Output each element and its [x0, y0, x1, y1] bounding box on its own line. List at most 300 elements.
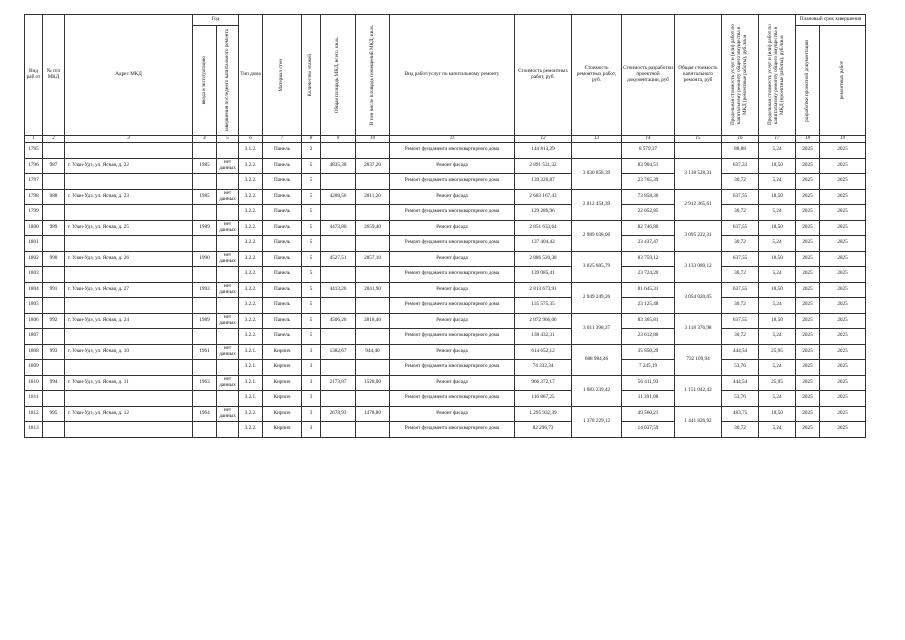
area-total-cell	[321, 174, 356, 190]
cost-design-cell: 83 759,12	[622, 251, 675, 267]
limit-repair-cell: 53,76	[722, 360, 759, 376]
floors-cell: 5	[302, 174, 321, 190]
area-living-cell: 944,40	[356, 344, 390, 360]
house-type-cell: 3.2.2.	[239, 158, 263, 174]
limit-repair-cell: 444,54	[722, 344, 759, 360]
year-repair-cell	[217, 360, 239, 376]
cost-works-cell: 3 025 605,79	[572, 251, 622, 282]
address-cell: г. Улан-Удэ, ул. Ясная, д. 23	[65, 189, 193, 205]
limit-design-cell: 18,50	[759, 158, 796, 174]
year-repair-cell	[217, 143, 239, 159]
limit-design-cell: 18,50	[759, 251, 796, 267]
area-living-cell	[356, 174, 390, 190]
work-type-cell: Ремонт фундамента многоквартирного дома	[390, 329, 515, 345]
house-type-cell: 3.2.1.	[239, 375, 263, 391]
work-number-cell: 1810	[25, 375, 43, 391]
msd-number-cell	[43, 267, 65, 283]
table-row	[25, 158, 866, 174]
col-number: 3	[65, 136, 193, 143]
year-repair-cell	[217, 267, 239, 283]
floors-cell: 5	[302, 298, 321, 314]
header-cost-works: Стоимость ремонтных работ, руб.	[572, 15, 622, 136]
cost-repair-cell: 614 652,12	[515, 344, 572, 360]
cost-works-cell: 2 989 038,06	[572, 220, 622, 251]
address-cell	[65, 143, 193, 159]
year-built-cell: 1961	[193, 344, 217, 360]
table-row	[25, 375, 866, 391]
cost-works-cell: 688 984,46	[572, 344, 622, 375]
year-repair-cell	[217, 422, 239, 438]
deadline-design-cell: 2025	[796, 267, 820, 283]
col-number: 18	[796, 136, 820, 143]
msd-number-cell	[43, 298, 65, 314]
cost-total-cell: 1 151 042,43	[675, 375, 722, 406]
limit-repair-cell: 637,55	[722, 220, 759, 236]
year-repair-cell: нет данных	[217, 375, 239, 391]
deadline-design-cell: 2025	[796, 143, 820, 159]
address-cell: г. Улан-Удэ, ул. Ясная, д. 26	[65, 251, 193, 267]
year-repair-cell: нет данных	[217, 282, 239, 298]
floors-cell: 5	[302, 189, 321, 205]
limit-design-cell: 18,50	[759, 220, 796, 236]
area-total-cell: 4527,51	[321, 251, 356, 267]
floors-cell: 5	[302, 251, 321, 267]
cost-total-cell: 3 118 376,98	[675, 313, 722, 344]
year-built-cell: 1963	[193, 375, 217, 391]
cost-repair-cell: 137 404,42	[515, 236, 572, 252]
area-living-cell	[356, 422, 390, 438]
work-number-cell: 1811	[25, 391, 43, 407]
floors-cell: 3	[302, 422, 321, 438]
limit-repair-cell: 637,55	[722, 189, 759, 205]
deadline-design-cell: 2025	[796, 251, 820, 267]
col-number: 12	[515, 136, 572, 143]
floors-cell: 3	[302, 360, 321, 376]
area-living-cell: 1478,80	[356, 406, 390, 422]
floors-cell: 5	[302, 158, 321, 174]
area-total-cell	[321, 143, 356, 159]
floors-cell: 5	[302, 236, 321, 252]
work-number-cell: 1809	[25, 360, 43, 376]
address-cell	[65, 422, 193, 438]
header-area-total-text: Общая площадь МКД, всего, кв.м.	[334, 36, 341, 114]
wall-material-cell: Панель	[263, 143, 302, 159]
area-living-cell: 2857,10	[356, 251, 390, 267]
work-type-cell: Ремонт фундамента многоквартирного дома	[390, 267, 515, 283]
limit-design-cell: 5,24	[759, 205, 796, 221]
limit-repair-cell: 637,55	[722, 282, 759, 298]
header-work-num: Вид раб от	[25, 15, 43, 136]
msd-number-cell	[43, 143, 65, 159]
header-deadline-design	[796, 26, 820, 136]
table-row	[25, 298, 866, 314]
cost-repair-cell: 129 286,96	[515, 205, 572, 221]
year-built-cell	[193, 298, 217, 314]
area-total-cell: 4506,26	[321, 313, 356, 329]
work-number-cell: 1801	[25, 236, 43, 252]
work-number-cell: 1807	[25, 329, 43, 345]
cost-design-cell: 23 437,47	[622, 236, 675, 252]
floors-cell: 5	[302, 282, 321, 298]
col-number: 17	[759, 136, 796, 143]
work-type-cell: Ремонт фасада	[390, 406, 515, 422]
house-type-cell: 3.2.1.	[239, 360, 263, 376]
work-number-cell: 1806	[25, 313, 43, 329]
cost-design-cell: 22 052,85	[622, 205, 675, 221]
header-limit-repair-text: Предельная стоимость услуг и (или) работ по капитальному ремонту общего имущества в МКД (ремонтные работы), руб./кв.м	[730, 24, 748, 126]
header-area-living-text: В том числе площадь помещений МКД, кв.м.	[368, 24, 375, 126]
work-number-cell: 1798	[25, 189, 43, 205]
area-living-cell	[356, 143, 390, 159]
deadline-design-cell: 2025	[796, 298, 820, 314]
limit-repair-cell: 30,72	[722, 236, 759, 252]
wall-material-cell: Кирпич	[263, 360, 302, 376]
area-total-cell	[321, 391, 356, 407]
table-row	[25, 205, 866, 221]
house-type-cell: 3.2.2.	[239, 205, 263, 221]
address-cell: г. Улан-Удэ, ул. Ясная, д. 25	[65, 220, 193, 236]
area-total-cell: 4413,26	[321, 282, 356, 298]
floors-cell: 3	[302, 406, 321, 422]
area-total-cell: 4208,56	[321, 189, 356, 205]
col-number: 13	[572, 136, 622, 143]
wall-material-cell: Панель	[263, 220, 302, 236]
table-row	[25, 313, 866, 329]
limit-repair-cell: 88,88	[722, 143, 759, 159]
col-number: 6	[239, 136, 263, 143]
area-total-cell	[321, 267, 356, 283]
work-number-cell: 1813	[25, 422, 43, 438]
house-type-cell: 3.2.1.	[239, 391, 263, 407]
deadline-design-cell: 2025	[796, 158, 820, 174]
area-living-cell	[356, 391, 390, 407]
cost-repair-cell: 138 432,31	[515, 329, 572, 345]
work-type-cell: Ремонт фундамента многоквартирного дома	[390, 174, 515, 190]
area-total-cell	[321, 329, 356, 345]
area-total-cell: 2678,93	[321, 406, 356, 422]
msd-number-cell: 992	[43, 313, 65, 329]
deadline-repair-cell: 2025	[820, 422, 866, 438]
table-row	[25, 251, 866, 267]
house-type-cell: 3.2.2.	[239, 174, 263, 190]
limit-design-cell: 5,24	[759, 329, 796, 345]
year-repair-cell: нет данных	[217, 313, 239, 329]
msd-number-cell: 990	[43, 251, 65, 267]
work-type-cell: Ремонт фасада	[390, 282, 515, 298]
deadline-design-cell: 2025	[796, 344, 820, 360]
work-type-cell: Ремонт фасада	[390, 220, 515, 236]
cost-repair-cell: 2 872 966,06	[515, 313, 572, 329]
year-repair-cell: нет данных	[217, 344, 239, 360]
cost-total-cell: 3 133 089,12	[675, 251, 722, 282]
limit-repair-cell: 30,72	[722, 267, 759, 283]
limit-design-cell: 18,50	[759, 282, 796, 298]
capital-repair-table-sheet	[24, 14, 865, 438]
house-type-cell: 3.2.2.	[239, 220, 263, 236]
table-row	[25, 220, 866, 236]
col-number: 11	[390, 136, 515, 143]
cost-repair-cell: 116 867,25	[515, 391, 572, 407]
deadline-repair-cell: 2025	[820, 375, 866, 391]
year-repair-cell	[217, 205, 239, 221]
year-built-cell: 1989	[193, 313, 217, 329]
house-type-cell: 3.2.2.	[239, 406, 263, 422]
year-repair-cell: нет данных	[217, 189, 239, 205]
area-living-cell	[356, 267, 390, 283]
limit-design-cell: 5,24	[759, 360, 796, 376]
year-built-cell	[193, 143, 217, 159]
cost-design-cell: 81 645,31	[622, 282, 675, 298]
cost-works-cell: 3 011 398,37	[572, 313, 622, 344]
year-repair-cell: нет данных	[217, 251, 239, 267]
cost-works-cell: 2 949 249,26	[572, 282, 622, 313]
header-floors-text: Количество этажей	[307, 53, 314, 97]
table-row	[25, 267, 866, 283]
floors-cell: 5	[302, 267, 321, 283]
wall-material-cell: Кирпич	[263, 391, 302, 407]
limit-repair-cell: 444,54	[722, 375, 759, 391]
table-row	[25, 189, 866, 205]
cost-repair-cell: 2 683 167,43	[515, 189, 572, 205]
msd-number-cell: 995	[43, 406, 65, 422]
msd-number-cell: 987	[43, 158, 65, 174]
house-type-cell: 3.1.2.	[239, 143, 263, 159]
table-header	[25, 15, 866, 143]
col-number: 1	[25, 136, 43, 143]
floors-cell: 5	[302, 205, 321, 221]
limit-repair-cell: 637,55	[722, 251, 759, 267]
col-number: 16	[722, 136, 759, 143]
address-cell	[65, 205, 193, 221]
cost-design-cell: 35 850,29	[622, 344, 675, 360]
cost-total-cell: 2 912 365,61	[675, 189, 722, 220]
area-living-cell	[356, 236, 390, 252]
capital-repair-table	[24, 14, 866, 438]
cost-design-cell: 23 724,20	[622, 267, 675, 283]
address-cell: г. Улан-Удэ, ул. Ясная, д. 11	[65, 375, 193, 391]
cost-design-cell: 23 765,39	[622, 174, 675, 190]
wall-material-cell: Панель	[263, 329, 302, 345]
header-year-repair	[217, 26, 239, 136]
area-living-cell: 2837,20	[356, 158, 390, 174]
year-built-cell	[193, 422, 217, 438]
floors-cell: 3	[302, 344, 321, 360]
cost-total-cell: 3 095 222,31	[675, 220, 722, 251]
limit-design-cell: 5,24	[759, 267, 796, 283]
year-built-cell	[193, 360, 217, 376]
limit-design-cell: 5,24	[759, 422, 796, 438]
area-total-cell: 4473,80	[321, 220, 356, 236]
work-type-cell: Ремонт фундамента многоквартирного дома	[390, 422, 515, 438]
cost-design-cell: 83 904,51	[622, 158, 675, 174]
limit-design-cell: 5,24	[759, 236, 796, 252]
year-built-cell: 1985	[193, 158, 217, 174]
address-cell	[65, 329, 193, 345]
msd-number-cell: 994	[43, 375, 65, 391]
limit-design-cell: 5,24	[759, 391, 796, 407]
wall-material-cell: Панель	[263, 236, 302, 252]
house-type-cell: 3.2.2.	[239, 329, 263, 345]
address-cell	[65, 298, 193, 314]
deadline-design-cell: 2025	[796, 205, 820, 221]
area-total-cell: 2173,87	[321, 375, 356, 391]
table-row	[25, 174, 866, 190]
deadline-design-cell: 2025	[796, 406, 820, 422]
year-built-cell	[193, 205, 217, 221]
work-number-cell: 1808	[25, 344, 43, 360]
work-type-cell: Ремонт фундамента многоквартирного дома	[390, 298, 515, 314]
work-number-cell: 1796	[25, 158, 43, 174]
table-row	[25, 236, 866, 252]
deadline-design-cell: 2025	[796, 174, 820, 190]
table-row	[25, 344, 866, 360]
area-living-cell: 1528,00	[356, 375, 390, 391]
address-cell	[65, 236, 193, 252]
deadline-design-cell: 2025	[796, 236, 820, 252]
cost-repair-cell: 135 575,35	[515, 298, 572, 314]
house-type-cell: 3.2.2.	[239, 251, 263, 267]
header-cost-total: Общая стоимость капитального ремонта, руб	[675, 15, 722, 136]
deadline-repair-cell: 2025	[820, 251, 866, 267]
cost-design-cell: 14 037,59	[622, 422, 675, 438]
work-type-cell: Ремонт фундамента многоквартирного дома	[390, 205, 515, 221]
work-number-cell: 1803	[25, 267, 43, 283]
area-total-cell: 4835,38	[321, 158, 356, 174]
cost-repair-cell: 139 085,41	[515, 267, 572, 283]
cost-total-cell: 3 054 020,05	[675, 282, 722, 313]
col-number: 15	[675, 136, 722, 143]
address-cell: г. Улан-Удэ, ул. Ясная, д. 24	[65, 313, 193, 329]
limit-repair-cell: 30,72	[722, 329, 759, 345]
area-total-cell	[321, 205, 356, 221]
year-repair-cell	[217, 298, 239, 314]
col-number: 5	[217, 136, 239, 143]
wall-material-cell: Панель	[263, 313, 302, 329]
year-built-cell	[193, 236, 217, 252]
floors-cell: 5	[302, 329, 321, 345]
col-number: 10	[356, 136, 390, 143]
limit-design-cell: 5,24	[759, 298, 796, 314]
work-number-cell: 1802	[25, 251, 43, 267]
area-total-cell: 1382,67	[321, 344, 356, 360]
cost-design-cell: 49 560,21	[622, 406, 675, 422]
work-type-cell: Ремонт фасада	[390, 189, 515, 205]
house-type-cell: 3.2.2.	[239, 267, 263, 283]
limit-repair-cell: 30,72	[722, 298, 759, 314]
header-wall-material-text: Материал стен	[278, 58, 285, 92]
work-number-cell: 1799	[25, 205, 43, 221]
wall-material-cell: Панель	[263, 251, 302, 267]
work-type-cell: Ремонт фундамента многоквартирного дома	[390, 236, 515, 252]
header-house-type: Тип дома	[239, 15, 263, 136]
limit-design-cell: 25,95	[759, 375, 796, 391]
deadline-repair-cell: 2025	[820, 189, 866, 205]
year-repair-cell	[217, 236, 239, 252]
cost-repair-cell: 966 372,17	[515, 375, 572, 391]
cost-total-cell: 1 441 826,92	[675, 406, 722, 437]
area-total-cell	[321, 298, 356, 314]
msd-number-cell: 991	[43, 282, 65, 298]
deadline-design-cell: 2025	[796, 282, 820, 298]
cost-design-cell: 8 579,37	[622, 143, 675, 159]
work-number-cell: 1797	[25, 174, 43, 190]
wall-material-cell: Панель	[263, 298, 302, 314]
msd-number-cell: 989	[43, 220, 65, 236]
year-built-cell	[193, 174, 217, 190]
cost-repair-cell: 144 813,29	[515, 143, 572, 159]
col-number: 14	[622, 136, 675, 143]
cost-design-cell: 7 245,19	[622, 360, 675, 376]
cost-repair-cell: 82 296,73	[515, 422, 572, 438]
limit-design-cell: 18,50	[759, 189, 796, 205]
address-cell	[65, 174, 193, 190]
cost-repair-cell: 2 891 531,32	[515, 158, 572, 174]
header-year-built	[193, 26, 217, 136]
limit-repair-cell: 637,55	[722, 313, 759, 329]
year-built-cell	[193, 329, 217, 345]
limit-repair-cell: 483,75	[722, 406, 759, 422]
cost-design-cell: 73 858,36	[622, 189, 675, 205]
area-living-cell: 2659,40	[356, 220, 390, 236]
deadline-design-cell: 2025	[796, 422, 820, 438]
address-cell: г. Улан-Удэ, ул. Ясная, д. 22	[65, 158, 193, 174]
header-area-total	[321, 15, 356, 136]
year-built-cell: 1964	[193, 406, 217, 422]
cost-total-cell: 732 109,94	[675, 344, 722, 375]
cost-design-cell: 83 365,81	[622, 313, 675, 329]
deadline-design-cell: 2025	[796, 189, 820, 205]
floors-cell: 5	[302, 313, 321, 329]
year-repair-cell	[217, 391, 239, 407]
deadline-design-cell: 2025	[796, 329, 820, 345]
deadline-repair-cell: 2025	[820, 391, 866, 407]
work-type-cell: Ремонт фундамента многоквартирного дома	[390, 360, 515, 376]
header-limit-design	[759, 15, 796, 136]
house-type-cell: 3.2.1.	[239, 344, 263, 360]
deadline-repair-cell: 2025	[820, 313, 866, 329]
cost-total-cell: 3 138 528,31	[675, 158, 722, 189]
table-row	[25, 422, 866, 438]
header-address: Адрес МКД	[65, 15, 193, 136]
area-living-cell: 2811,20	[356, 189, 390, 205]
limit-repair-cell: 53,76	[722, 391, 759, 407]
deadline-repair-cell: 2025	[820, 267, 866, 283]
table-row	[25, 360, 866, 376]
address-cell	[65, 267, 193, 283]
msd-number-cell	[43, 360, 65, 376]
year-built-cell: 1989	[193, 220, 217, 236]
area-total-cell	[321, 236, 356, 252]
wall-material-cell: Панель	[263, 158, 302, 174]
deadline-repair-cell: 2025	[820, 174, 866, 190]
area-living-cell	[356, 205, 390, 221]
work-number-cell: 1804	[25, 282, 43, 298]
msd-number-cell	[43, 422, 65, 438]
work-number-cell: 1800	[25, 220, 43, 236]
header-year-repair-text: завершения последнего капитального ремонта	[223, 29, 230, 132]
year-repair-cell: нет данных	[217, 158, 239, 174]
limit-repair-cell: 30,72	[722, 174, 759, 190]
cost-repair-cell: 2 886 520,38	[515, 251, 572, 267]
work-type-cell: Ремонт фасада	[390, 375, 515, 391]
address-cell: г. Улан-Удэ, ул. Ясная, д. 12	[65, 406, 193, 422]
address-cell: г. Улан-Удэ, ул. Ясная, д. 27	[65, 282, 193, 298]
address-cell	[65, 391, 193, 407]
work-number-cell: 1812	[25, 406, 43, 422]
limit-repair-cell: 637,33	[722, 158, 759, 174]
house-type-cell: 3.2.2.	[239, 189, 263, 205]
cost-design-cell: 82 746,80	[622, 220, 675, 236]
